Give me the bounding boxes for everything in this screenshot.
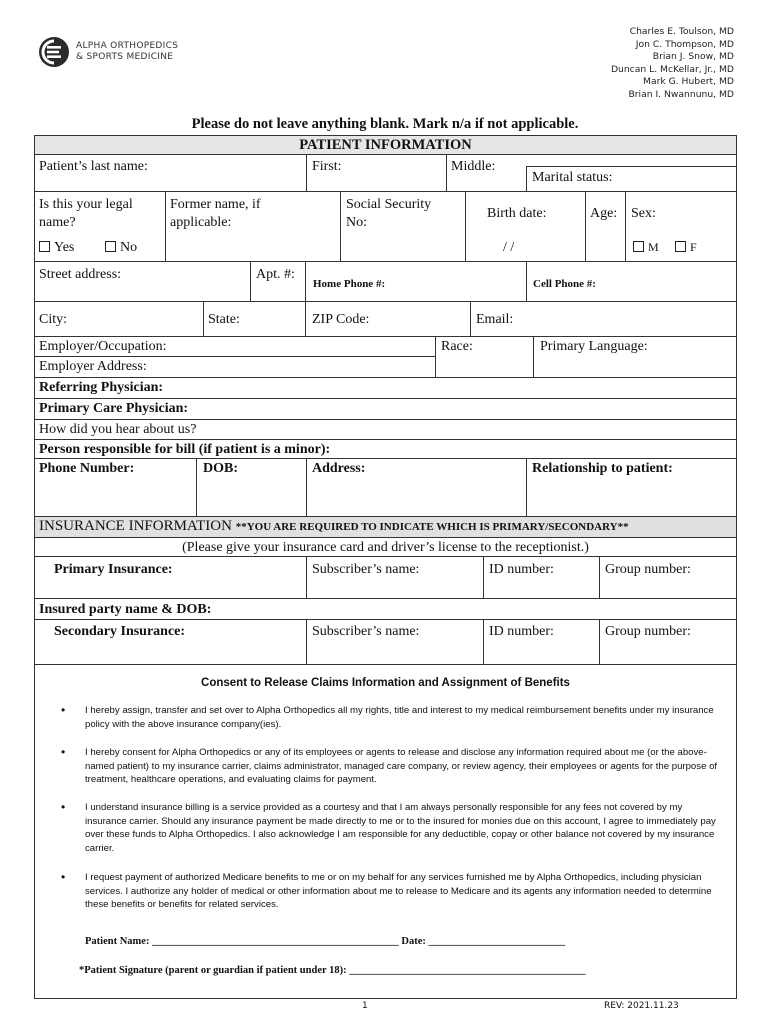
logo-line-2: & SPORTS MEDICINE xyxy=(76,52,174,62)
responsible-phone-field[interactable]: Phone Number: xyxy=(39,461,135,476)
state-field[interactable]: State: xyxy=(208,312,240,327)
zip-code-field[interactable]: ZIP Code: xyxy=(312,312,370,327)
page-number: 1 xyxy=(362,1001,368,1011)
consent-title: Consent to Release Claims Information and Assignment of Benefits xyxy=(201,677,570,689)
legal-name-no-checkbox[interactable] xyxy=(105,239,137,256)
relationship-field[interactable]: Relationship to patient: xyxy=(532,461,673,476)
consent-bullet-text: I request payment of authorized Medicare benefits to me or on my behalf for any services furnished me by Alpha Orthopedics, including physician services. I authorize any holder of medical or other information about me to release to Medicare and its agents any information needed to determine these benefits or benefits for related services. xyxy=(85,872,712,911)
primary-insurance-field[interactable]: Primary Insurance: xyxy=(54,562,173,577)
legal-name-yes-checkbox[interactable] xyxy=(39,239,74,256)
secondary-id-number-field[interactable]: ID number: xyxy=(489,624,554,639)
male-label: M xyxy=(648,240,659,254)
patient-section-title: PATIENT INFORMATION xyxy=(299,137,472,153)
ssn-field[interactable]: Social Security xyxy=(346,197,432,212)
form-instruction: Please do not leave anything blank. Mark n/a if not applicable. xyxy=(191,116,579,132)
sex-field: Sex: xyxy=(631,206,656,221)
legal-name-question-2: name? xyxy=(39,215,76,230)
birth-date-separators: / / xyxy=(503,240,515,255)
logo-text xyxy=(76,41,178,63)
alpha-logo-icon xyxy=(38,36,70,68)
sex-male-checkbox[interactable] xyxy=(633,239,659,256)
physician-name: Charles E. Toulson, MD xyxy=(629,26,734,37)
employer-occupation-field[interactable]: Employer/Occupation: xyxy=(39,339,167,354)
birth-date-field[interactable]: Birth date: xyxy=(487,206,547,221)
consent-bullet xyxy=(61,745,725,787)
primary-group-number-field[interactable]: Group number: xyxy=(605,562,691,577)
checkbox-icon[interactable] xyxy=(39,241,50,252)
consent-bullet xyxy=(61,870,725,912)
marital-status-field[interactable]: Marital status: xyxy=(532,170,613,185)
legal-name-question: Is this your legal xyxy=(39,197,133,212)
physician-name: Jon C. Thompson, MD xyxy=(635,38,734,50)
responsible-dob-field[interactable]: DOB: xyxy=(203,461,238,476)
consent-bullet xyxy=(61,800,725,855)
apt-field[interactable]: Apt. #: xyxy=(256,267,295,282)
primary-subscriber-field[interactable]: Subscriber’s name: xyxy=(312,562,420,577)
insurance-card-note: (Please give your insurance card and driver’s license to the receptionist.) xyxy=(182,540,589,555)
physician-list xyxy=(611,26,734,102)
bullet-icon: • xyxy=(61,703,66,717)
race-field[interactable]: Race: xyxy=(441,339,473,354)
secondary-insurance-field[interactable]: Secondary Insurance: xyxy=(54,624,186,639)
patient-signature-line[interactable]: *Patient Signature (parent or guardian if patient under 18): _____________________________________________ xyxy=(79,965,586,976)
insurance-title: INSURANCE INFORMATION xyxy=(39,518,232,534)
responsible-party-heading: Person responsible for bill (if patient is a minor): xyxy=(39,442,331,457)
practice-logo xyxy=(38,36,188,76)
age-field[interactable]: Age: xyxy=(590,206,618,221)
checkbox-icon[interactable] xyxy=(633,241,644,252)
sex-female-checkbox[interactable] xyxy=(675,239,697,256)
insurance-required-note: **YOU ARE REQUIRED TO INDICATE WHICH IS PRIMARY/SECONDARY** xyxy=(235,521,629,533)
physician-name: Mark G. Hubert, MD xyxy=(643,76,734,88)
consent-bullet-text: I hereby assign, transfer and set over to Alpha Orthopedics all my rights, title and interest to my medical reimbursement benefits under my insurance policy with the above insurance company(ies). xyxy=(85,705,714,730)
email-field[interactable]: Email: xyxy=(476,312,514,327)
former-name-field-2: applicable: xyxy=(170,215,232,230)
primary-language-field[interactable]: Primary Language: xyxy=(540,339,648,354)
logo-line-1: ALPHA ORTHOPEDICS xyxy=(76,41,179,51)
consent-bullet-text: I understand insurance billing is a service provided as a courtesy and that I am always personally responsible for any fees not covered by my insurance carrier. Should any insurance payment be made directly to me or to the insured for monies due on this account, I agree to immediately pay over these funds to Alpha Orthopedics. I also acknowledge I am responsible for any deductible, copay or other balance not covered by my insurance carrier. xyxy=(85,802,716,854)
last-name-field[interactable]: Patient’s last name: xyxy=(39,159,148,174)
former-name-field[interactable]: Former name, if xyxy=(170,197,261,212)
consent-bullet xyxy=(61,703,725,731)
female-label: F xyxy=(690,240,697,254)
patient-name-date-line[interactable]: Patient Name: _______________________________________________ Date: __________________________ xyxy=(85,936,566,947)
primary-id-number-field[interactable]: ID number: xyxy=(489,562,554,577)
city-field[interactable]: City: xyxy=(39,312,68,327)
physician-name: Brian J. Snow, MD xyxy=(652,51,734,63)
first-name-field[interactable]: First: xyxy=(312,159,342,174)
checkbox-icon[interactable] xyxy=(675,241,686,252)
checkbox-icon[interactable] xyxy=(105,241,116,252)
physician-name: Brian I. Nwannunu, MD xyxy=(628,88,734,100)
responsible-address-field[interactable]: Address: xyxy=(312,461,366,476)
home-phone-field[interactable]: Home Phone #: xyxy=(313,278,386,290)
referring-physician-field[interactable]: Referring Physician: xyxy=(39,380,164,395)
no-label: No xyxy=(120,240,138,255)
bullet-icon: • xyxy=(61,745,66,759)
middle-name-field[interactable]: Middle: xyxy=(451,159,496,174)
consent-bullet-text: I hereby consent for Alpha Orthopedics or any of its employees or agents to release and disclose any information required about me (or the above-named patient) to my insurance carrier, claims administrator, managed care company, or review agency, their employees or agents for the purpose of treatment, healthcare operations, and evaluating claims for payment. xyxy=(85,747,718,786)
cell-phone-field[interactable]: Cell Phone #: xyxy=(533,278,596,290)
bullet-icon: • xyxy=(61,800,66,814)
bullet-icon: • xyxy=(61,870,66,884)
employer-address-field[interactable]: Employer Address: xyxy=(39,359,147,374)
referral-source-field[interactable]: How did you hear about us? xyxy=(39,422,197,437)
revision-label: REV: 2021.11.23 xyxy=(604,1001,679,1011)
yes-label: Yes xyxy=(54,240,75,255)
secondary-group-number-field[interactable]: Group number: xyxy=(605,624,691,639)
secondary-subscriber-field[interactable]: Subscriber’s name: xyxy=(312,624,420,639)
registration-form xyxy=(34,135,737,999)
primary-care-physician-field[interactable]: Primary Care Physician: xyxy=(39,401,189,416)
insured-party-field[interactable]: Insured party name & DOB: xyxy=(39,602,212,617)
street-address-field[interactable]: Street address: xyxy=(39,267,122,282)
physician-name: Duncan L. McKellar, Jr., MD xyxy=(610,63,734,75)
insurance-section-heading xyxy=(39,518,629,536)
ssn-field-2: No: xyxy=(346,215,367,230)
